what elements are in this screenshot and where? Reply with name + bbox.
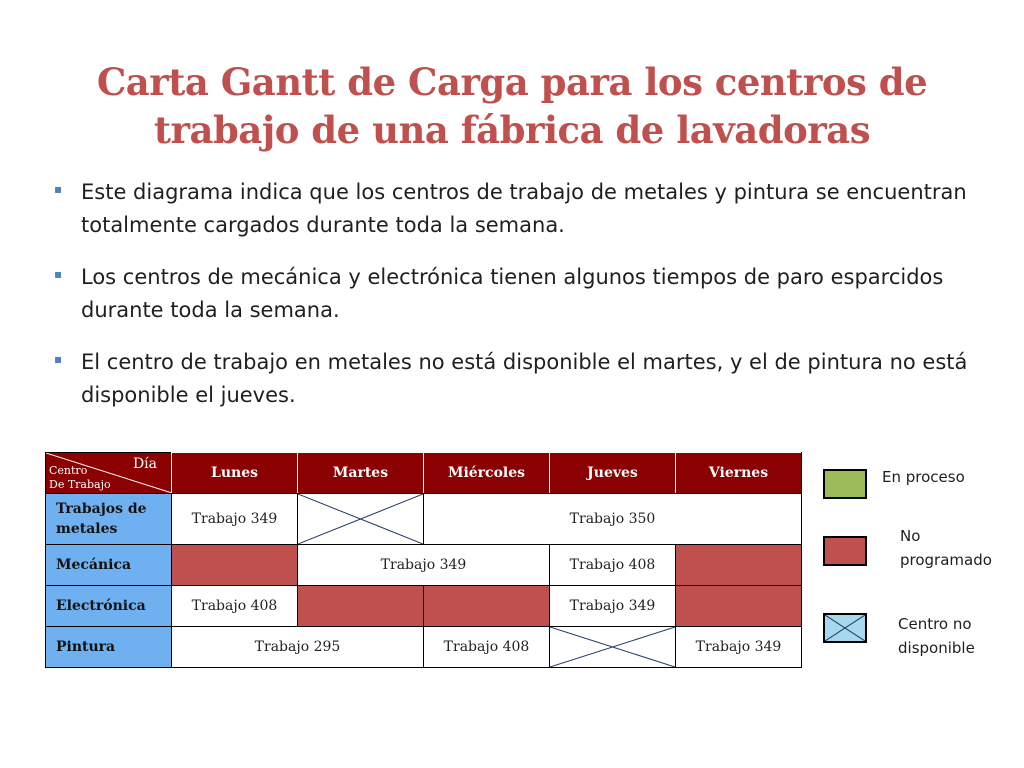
cell-metales-lunes: Trabajo 349 bbox=[172, 494, 298, 545]
cell-electronica-jueves: Trabajo 349 bbox=[550, 586, 676, 627]
corner-center-line-1: Centro bbox=[49, 464, 88, 477]
bullet-text: El centro de trabajo en metales no está disponible el martes, y el de pintura no está disponible el jueves. bbox=[81, 350, 968, 407]
bullet-item bbox=[52, 176, 982, 242]
corner-center-label bbox=[49, 464, 111, 492]
table-row-mecanica bbox=[46, 545, 802, 586]
slide-title bbox=[40, 58, 984, 154]
cell-pintura-viernes: Trabajo 349 bbox=[676, 627, 802, 668]
day-header-miercoles: Miércoles bbox=[424, 453, 550, 494]
unavailable-cross-icon bbox=[550, 627, 675, 667]
day-header-martes: Martes bbox=[298, 453, 424, 494]
bullet-square-icon: ▪ bbox=[54, 352, 63, 366]
day-header-lunes: Lunes bbox=[172, 453, 298, 494]
table-corner-header bbox=[46, 453, 172, 494]
bullet-square-icon: ▪ bbox=[54, 267, 63, 281]
row-header-metales: Trabajos de metales bbox=[46, 494, 172, 545]
legend-not-scheduled-line-1: No bbox=[900, 527, 921, 545]
title-line-1: Carta Gantt de Carga para los centros de bbox=[96, 60, 928, 104]
cell-mecanica-martes-miercoles: Trabajo 349 bbox=[298, 545, 550, 586]
table-row-electronica bbox=[46, 586, 802, 627]
cell-metales-miercoles-viernes: Trabajo 350 bbox=[424, 494, 802, 545]
legend-not-scheduled-label bbox=[900, 524, 992, 572]
bullet-square-icon: ▪ bbox=[54, 182, 63, 196]
cell-electronica-viernes-not-scheduled bbox=[676, 586, 802, 627]
row-header-pintura: Pintura bbox=[46, 627, 172, 668]
legend-unavailable-label bbox=[898, 612, 975, 660]
cell-mecanica-viernes-not-scheduled bbox=[676, 545, 802, 586]
bullet-list bbox=[52, 176, 982, 431]
legend-in-process-swatch bbox=[823, 469, 867, 499]
table-row-pintura bbox=[46, 627, 802, 668]
row-header-electronica: Electrónica bbox=[46, 586, 172, 627]
unavailable-cross-icon bbox=[298, 494, 423, 544]
cell-pintura-miercoles: Trabajo 408 bbox=[424, 627, 550, 668]
cell-electronica-miercoles-not-scheduled bbox=[424, 586, 550, 627]
bullet-item bbox=[52, 346, 982, 412]
unavailable-cross-icon bbox=[825, 615, 865, 641]
legend-unavailable-swatch bbox=[823, 613, 867, 643]
cell-pintura-lunes-martes: Trabajo 295 bbox=[172, 627, 424, 668]
cell-mecanica-jueves: Trabajo 408 bbox=[550, 545, 676, 586]
bullet-item bbox=[52, 261, 982, 327]
cell-electronica-lunes: Trabajo 408 bbox=[172, 586, 298, 627]
cell-electronica-martes-not-scheduled bbox=[298, 586, 424, 627]
legend-not-scheduled-swatch bbox=[823, 536, 867, 566]
legend-not-scheduled-line-2: programado bbox=[900, 551, 992, 569]
gantt-table bbox=[45, 452, 802, 668]
legend-unavailable-line-1: Centro no bbox=[898, 615, 972, 633]
cell-mecanica-lunes-not-scheduled bbox=[172, 545, 298, 586]
corner-center-line-2: De Trabajo bbox=[49, 478, 111, 491]
row-header-mecanica: Mecánica bbox=[46, 545, 172, 586]
legend-unavailable-line-2: disponible bbox=[898, 639, 975, 657]
table-row-metales bbox=[46, 494, 802, 545]
table-header-row bbox=[46, 453, 802, 494]
bullet-text: Este diagrama indica que los centros de trabajo de metales y pintura se encuentran totalmente cargados durante toda la semana. bbox=[81, 180, 967, 237]
cell-metales-martes-unavailable bbox=[298, 494, 424, 545]
cell-pintura-jueves-unavailable bbox=[550, 627, 676, 668]
legend-in-process-label: En proceso bbox=[882, 468, 965, 486]
corner-day-label: Día bbox=[132, 456, 157, 472]
bullet-text: Los centros de mecánica y electrónica tienen algunos tiempos de paro esparcidos durante toda la semana. bbox=[81, 265, 944, 322]
day-header-jueves: Jueves bbox=[550, 453, 676, 494]
day-header-viernes: Viernes bbox=[676, 453, 802, 494]
title-line-2: trabajo de una fábrica de lavadoras bbox=[153, 108, 871, 152]
